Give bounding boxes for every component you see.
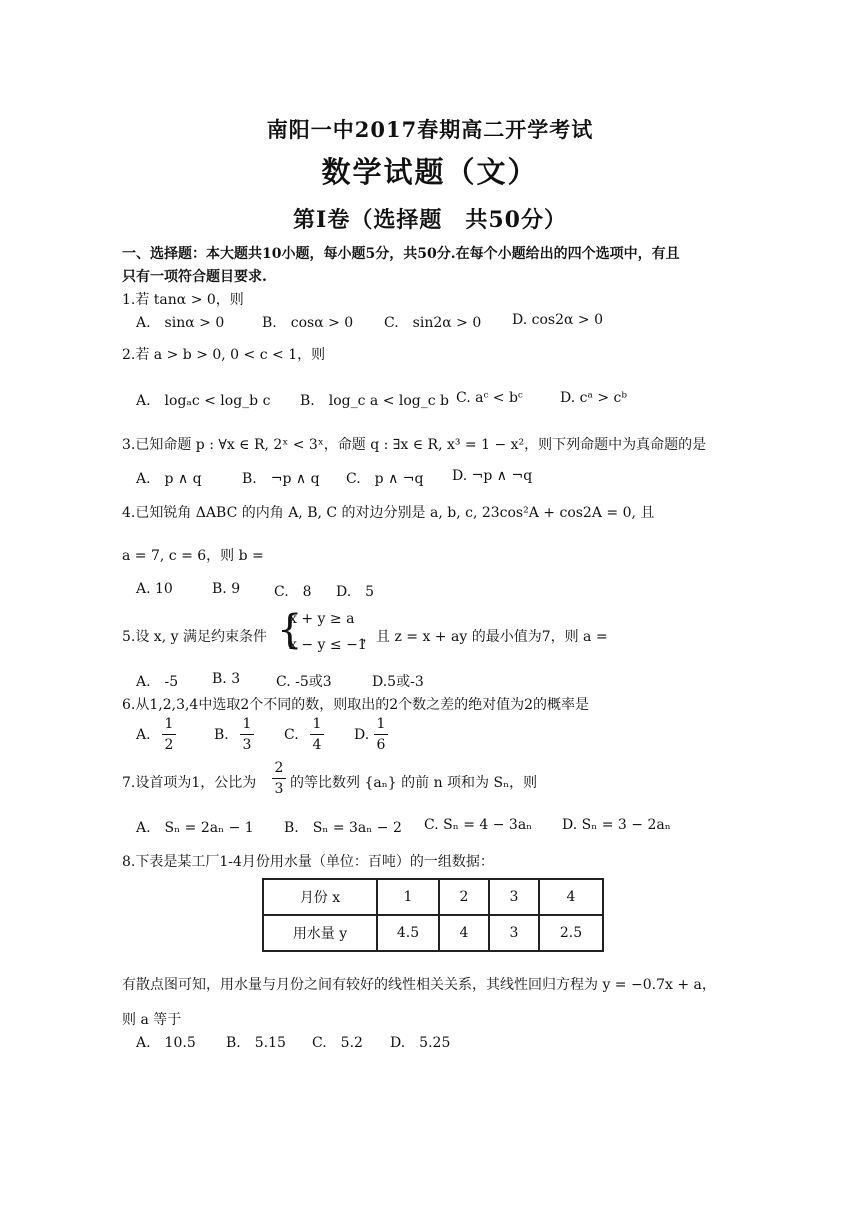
fraction-bar [162,734,176,735]
fraction-bar [240,734,254,735]
question-7-stem-tail: 的等比数列 {aₙ} 的前 n 项和为 Sₙ，则 [290,775,538,791]
question-8-after-table-line2: 则 a 等于 [122,1012,182,1028]
question-4-option-a: A. 10 [136,581,173,597]
table-cell: 4 [539,879,603,915]
question-6-option-c-fraction [310,716,324,753]
question-1-stem: 1.若 tanα > 0，则 [122,292,244,308]
question-2-option-d: D. cᵃ > cᵇ [560,390,627,406]
question-1-option-c: C. sin2α > 0 [384,315,482,331]
fraction-denominator: 4 [312,737,322,753]
question-7-stem: 7.设首项为1，公比为 [122,775,257,791]
question-4-stem-line2: a = 7, c = 6，则 b = [122,548,264,564]
question-8-option-c: C. 5.2 [312,1035,363,1051]
question-8-option-b: B. 5.15 [226,1035,286,1051]
exam-part-title: 第Ⅰ卷（选择题 共50分） [293,207,567,233]
water-usage-table [262,878,604,952]
question-1-option-a: A. sinα > 0 [136,315,225,331]
question-6-option-c-label: C. [284,727,299,743]
question-3-option-b: B. ¬p ∧ q [242,471,320,487]
question-7-option-b: B. Sₙ = 3aₙ − 2 [284,820,402,836]
fraction-numerator: 1 [376,716,386,732]
fraction-numerator: 1 [164,716,174,732]
question-5-option-a: A. -5 [136,674,179,690]
fraction-denominator: 6 [376,737,386,753]
exam-school-title: 南阳一中2017春期高二开学考试 [266,117,594,142]
question-5-stem: 5.设 x, y 满足约束条件 [122,629,267,645]
fraction-bar [374,734,388,735]
question-4-option-c: C. 8 [274,584,312,600]
question-6-option-a-fraction [162,716,176,753]
question-5-option-d: D.5或-3 [372,674,424,690]
question-2-option-a: A. logₐc < log_b c [136,393,271,409]
table-cell: 3 [489,879,539,915]
question-7-option-a: A. Sₙ = 2aₙ − 1 [136,820,254,836]
question-6-option-d-label: D. [354,727,370,743]
table-cell: 月份 x [263,879,377,915]
question-7-option-c: C. Sₙ = 4 − 3aₙ [424,817,533,833]
table-cell: 2 [439,879,489,915]
fraction-denominator: 2 [164,737,174,753]
table-cell: 3 [489,915,539,951]
question-6-option-b-label: B. [214,727,229,743]
question-3-option-a: A. p ∧ q [136,471,202,487]
table-cell: 1 [377,879,439,915]
table-row [263,879,603,915]
constraint-brace: { [277,607,303,653]
question-7-ratio-fraction [272,760,286,797]
table-row [263,915,603,951]
question-6-stem: 6.从1,2,3,4中选取2个不同的数，则取出的2个数之差的绝对值为2的概率是 [122,697,590,713]
question-3-option-d: D. ¬p ∧ ¬q [452,468,533,484]
question-5-condition-2: x − y ≤ −1 [289,637,367,653]
question-3-stem: 3.已知命题 p : ∀x ∈ R, 2ˣ < 3ˣ，命题 q : ∃x ∈ R, x³ = 1 − x²，则下列命题中为真命题的是 [122,437,707,453]
question-6-option-b-fraction [240,716,254,753]
question-2-stem: 2.若 a > b > 0, 0 < c < 1，则 [122,347,326,363]
question-1-option-b: B. cosα > 0 [262,315,354,331]
table-cell: 2.5 [539,915,603,951]
question-5-stem-tail: ，且 z = x + ay 的最小值为7，则 a = [362,629,608,645]
exam-subject-title: 数学试题（文） [321,155,539,189]
question-8-after-table-line1: 有散点图可知，用水量与月份之间有较好的线性相关关系，其线性回归方程为 y = −0.7x + a， [122,977,716,993]
question-4-option-d: D. 5 [336,584,375,600]
question-1-option-d: D. cos2α > 0 [512,312,603,328]
question-2-option-b: B. log_c a < log_c b [300,393,449,409]
question-8-option-d: D. 5.25 [390,1035,451,1051]
question-7-option-d: D. Sₙ = 3 − 2aₙ [562,817,671,833]
fraction-denominator: 3 [242,737,252,753]
question-6-option-a-label: A. [136,727,151,743]
table-cell: 4.5 [377,915,439,951]
section-instruction-line1: 一、选择题：本大题共10小题，每小题5分，共50分.在每个小题给出的四个选项中，有且 [122,246,680,262]
section-instruction-line2: 只有一项符合题目要求. [122,269,267,285]
question-4-stem: 4.已知锐角 ΔABC 的内角 A, B, C 的对边分别是 a, b, c, 23cos²A + cos2A = 0, 且 [122,505,655,521]
fraction-bar [310,734,324,735]
fraction-numerator: 1 [312,716,322,732]
fraction-bar [272,778,286,779]
question-3-option-c: C. p ∧ ¬q [346,471,424,487]
question-2-option-c: C. aᶜ < bᶜ [456,390,523,406]
question-5-option-b: B. 3 [212,671,241,687]
question-5-condition-1: x + y ≥ a [289,611,355,627]
table-cell: 用水量 y [263,915,377,951]
fraction-denominator: 3 [274,781,284,797]
question-8-option-a: A. 10.5 [136,1035,196,1051]
question-5-option-c: C. -5或3 [276,674,332,690]
table-cell: 4 [439,915,489,951]
question-8-stem: 8.下表是某工厂1-4月份用水量（单位：百吨）的一组数据： [122,854,494,870]
question-4-option-b: B. 9 [212,581,241,597]
fraction-numerator: 2 [274,760,284,776]
fraction-numerator: 1 [242,716,252,732]
question-6-option-d-fraction [374,716,388,753]
